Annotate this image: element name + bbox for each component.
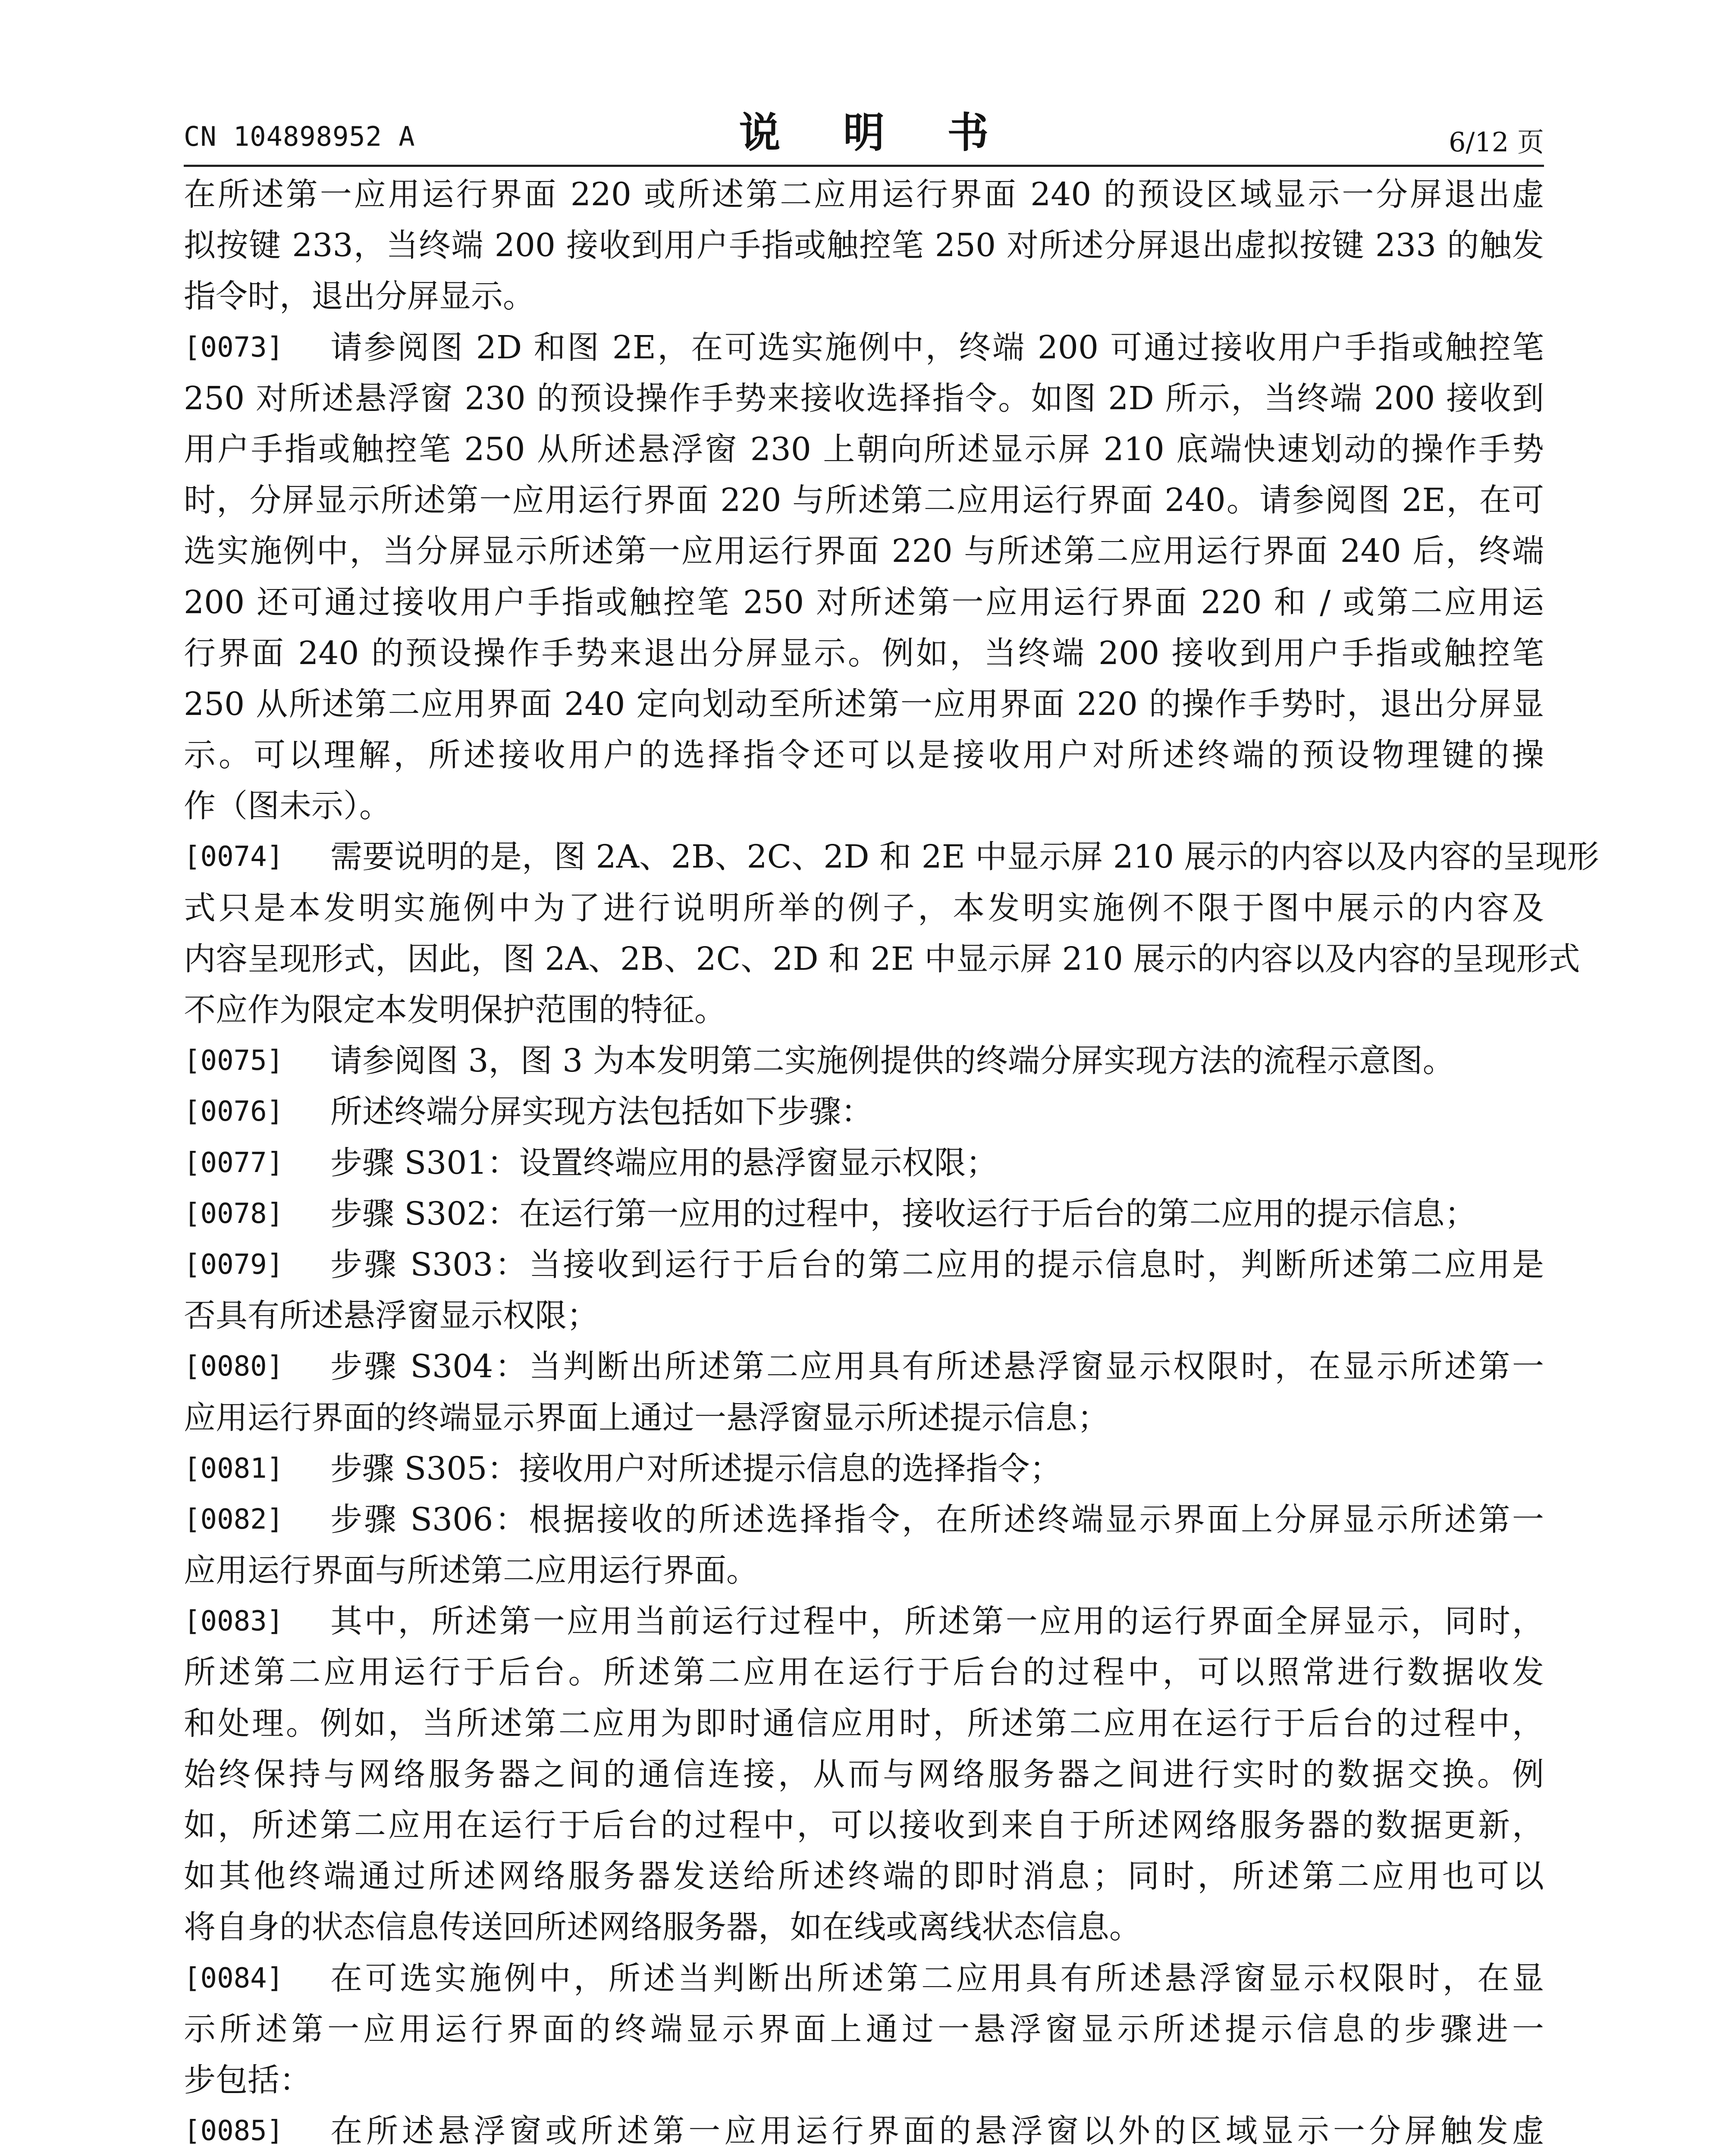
line-text: 在所述第一应用运行界面 220 或所述第二应用运行界面 240 的预设区域显示一分屏退出虚 — [184, 176, 1544, 213]
line-text: 示所述第一应用运行界面的终端显示界面上通过一悬浮窗显示所述提示信息的步骤进一 — [184, 2010, 1544, 2048]
text-line — [184, 526, 1544, 577]
text-line — [184, 1851, 1544, 1902]
text-line — [184, 780, 1544, 831]
paragraph-number: [0075] — [184, 1045, 284, 1077]
text-line — [184, 1239, 1544, 1290]
text-line — [184, 1188, 1544, 1239]
line-text: 式只是本发明实施例中为了进行说明所举的例子，本发明实施例不限于图中展示的内容及 — [184, 889, 1544, 927]
page-header — [184, 100, 1544, 165]
text-line — [184, 1035, 1544, 1086]
text-line — [184, 831, 1599, 882]
text-line — [184, 169, 1544, 220]
line-text: 200 还可通过接收用户手指或触控笔 250 对所述第一应用运行界面 220 和 / 或第二应用运 — [184, 583, 1544, 621]
line-text: 需要说明的是，图 2A、2B、2C、2D 和 2E 中显示屏 210 展示的内容以及内容的呈现形 — [330, 838, 1599, 876]
paragraph-number: [0080] — [184, 1351, 284, 1383]
line-text: 行界面 240 的预设操作手势来退出分屏显示。例如，当终端 200 接收到用户手指或触控笔 — [184, 634, 1544, 672]
line-text: 不应作为限定本发明保护范围的特征。 — [184, 991, 726, 1028]
paragraph-number: [0077] — [184, 1147, 284, 1179]
line-text: 指令时，退出分屏显示。 — [184, 278, 535, 315]
text-line — [184, 271, 1544, 322]
paragraph-number: [0073] — [184, 331, 284, 364]
line-text: 请参阅图 2D 和图 2E，在可选实施例中，终端 200 可通过接收用户手指或触控笔 — [330, 329, 1544, 366]
line-text: 和处理。例如，当所述第二应用为即时通信应用时，所述第二应用在运行于后台的过程中， — [184, 1705, 1544, 1742]
text-line — [184, 1647, 1544, 1698]
document-title: 说 明 书 — [739, 109, 1013, 157]
line-text: 步骤 S306：根据接收的所述选择指令，在所述终端显示界面上分屏显示所述第一 — [330, 1501, 1544, 1538]
paragraph-number: [0085] — [184, 2115, 284, 2147]
line-text: 否具有所述悬浮窗显示权限； — [184, 1297, 599, 1335]
text-line — [184, 322, 1544, 373]
text-line — [184, 1800, 1544, 1851]
paragraph-number: [0082] — [184, 1503, 284, 1536]
line-text: 内容呈现形式，因此，图 2A、2B、2C、2D 和 2E 中显示屏 210 展示的内容以及内容的呈现形式 — [184, 940, 1580, 978]
text-line — [184, 373, 1544, 424]
text-line — [184, 1698, 1544, 1749]
paragraph-number: [0084] — [184, 1962, 284, 1994]
line-text: 如，所述第二应用在运行于后台的过程中，可以接收到来自于所述网络服务器的数据更新， — [184, 1807, 1544, 1844]
text-line — [184, 424, 1544, 475]
text-line — [184, 2106, 1544, 2156]
line-text: 示。可以理解，所述接收用户的选择指令还可以是接收用户对所述终端的预设物理键的操 — [184, 736, 1544, 774]
paragraph-number: [0076] — [184, 1096, 284, 1128]
text-line — [184, 577, 1544, 628]
text-line — [184, 1290, 1544, 1341]
page-of-total: 6/12 页 — [1449, 126, 1544, 158]
text-line — [184, 628, 1544, 679]
line-text: 所述第二应用运行于后台。所述第二应用在运行于后台的过程中，可以照常进行数据收发 — [184, 1654, 1544, 1691]
line-text: 步骤 S305：接收用户对所述提示信息的选择指令； — [330, 1450, 1062, 1487]
paragraph-number: [0083] — [184, 1605, 284, 1638]
text-line — [184, 679, 1544, 730]
line-text: 步骤 S302：在运行第一应用的过程中，接收运行于后台的第二应用的提示信息； — [330, 1195, 1477, 1232]
line-text: 250 对所述悬浮窗 230 的预设操作手势来接收选择指令。如图 2D 所示，当终端 200 接收到 — [184, 379, 1544, 417]
line-text: 时，分屏显示所述第一应用运行界面 220 与所述第二应用运行界面 240。请参阅图 2E，在可 — [184, 482, 1544, 519]
line-text: 步骤 S301：设置终端应用的悬浮窗显示权限； — [330, 1144, 998, 1181]
text-line — [184, 1749, 1544, 1800]
line-text: 250 从所述第二应用界面 240 定向划动至所述第一应用界面 220 的操作手势时，退出分屏显 — [184, 685, 1544, 723]
text-line — [184, 2055, 1544, 2106]
text-line — [184, 1392, 1544, 1443]
text-line — [184, 1086, 1544, 1137]
text-line — [184, 1341, 1544, 1392]
line-text: 用户手指或触控笔 250 从所述悬浮窗 230 上朝向所述显示屏 210 底端快速划动的操作手势 — [184, 430, 1544, 468]
line-text: 拟按键 233，当终端 200 接收到用户手指或触控笔 250 对所述分屏退出虚拟按键 233 的触发 — [184, 227, 1544, 264]
paragraph-number: [0078] — [184, 1197, 284, 1230]
text-line — [184, 883, 1544, 934]
document-body — [184, 169, 1599, 2156]
line-text: 将自身的状态信息传送回所述网络服务器，如在线或离线状态信息。 — [184, 1908, 1141, 1946]
text-line — [184, 1138, 1544, 1188]
line-text: 应用运行界面与所述第二应用运行界面。 — [184, 1552, 758, 1589]
text-line — [184, 1596, 1544, 1647]
line-text: 步包括： — [184, 2061, 311, 2099]
text-line — [184, 220, 1544, 271]
text-line — [184, 1494, 1544, 1545]
text-line — [184, 934, 1580, 984]
paragraph-number: [0079] — [184, 1248, 284, 1281]
paragraph-number: [0074] — [184, 841, 284, 873]
line-text: 在可选实施例中，所述当判断出所述第二应用具有所述悬浮窗显示权限时，在显 — [330, 1959, 1544, 1997]
line-text: 作（图未示）。 — [184, 787, 391, 825]
line-text: 步骤 S304：当判断出所述第二应用具有所述悬浮窗显示权限时，在显示所述第一 — [330, 1348, 1544, 1385]
text-line — [184, 1545, 1544, 1596]
text-line — [184, 1443, 1544, 1494]
line-text: 步骤 S303：当接收到运行于后台的第二应用的提示信息时，判断所述第二应用是 — [330, 1246, 1544, 1283]
line-text: 始终保持与网络服务器之间的通信连接，从而与网络服务器之间进行实时的数据交换。例 — [184, 1755, 1544, 1793]
header-rule — [184, 165, 1544, 167]
paragraph-number: [0081] — [184, 1452, 284, 1485]
text-line — [184, 730, 1544, 780]
line-text: 其中，所述第一应用当前运行过程中，所述第一应用的运行界面全屏显示，同时， — [330, 1603, 1544, 1640]
text-line — [184, 475, 1544, 526]
line-text: 所述终端分屏实现方法包括如下步骤： — [330, 1093, 873, 1131]
line-text: 请参阅图 3，图 3 为本发明第二实施例提供的终端分屏实现方法的流程示意图。 — [330, 1042, 1455, 1080]
text-line — [184, 1902, 1544, 1952]
text-line — [184, 984, 1544, 1035]
text-line — [184, 1953, 1544, 2004]
line-text: 如其他终端通过所述网络服务器发送给所述终端的即时消息；同时，所述第二应用也可以 — [184, 1858, 1544, 1895]
line-text: 在所述悬浮窗或所述第一应用运行界面的悬浮窗以外的区域显示一分屏触发虚 — [330, 2112, 1544, 2150]
line-text: 应用运行界面的终端显示界面上通过一悬浮窗显示所述提示信息； — [184, 1399, 1109, 1436]
publication-number: CN 104898952 A — [184, 121, 415, 152]
text-line — [184, 2004, 1544, 2055]
line-text: 选实施例中，当分屏显示所述第一应用运行界面 220 与所述第二应用运行界面 240 后，终端 — [184, 533, 1544, 570]
